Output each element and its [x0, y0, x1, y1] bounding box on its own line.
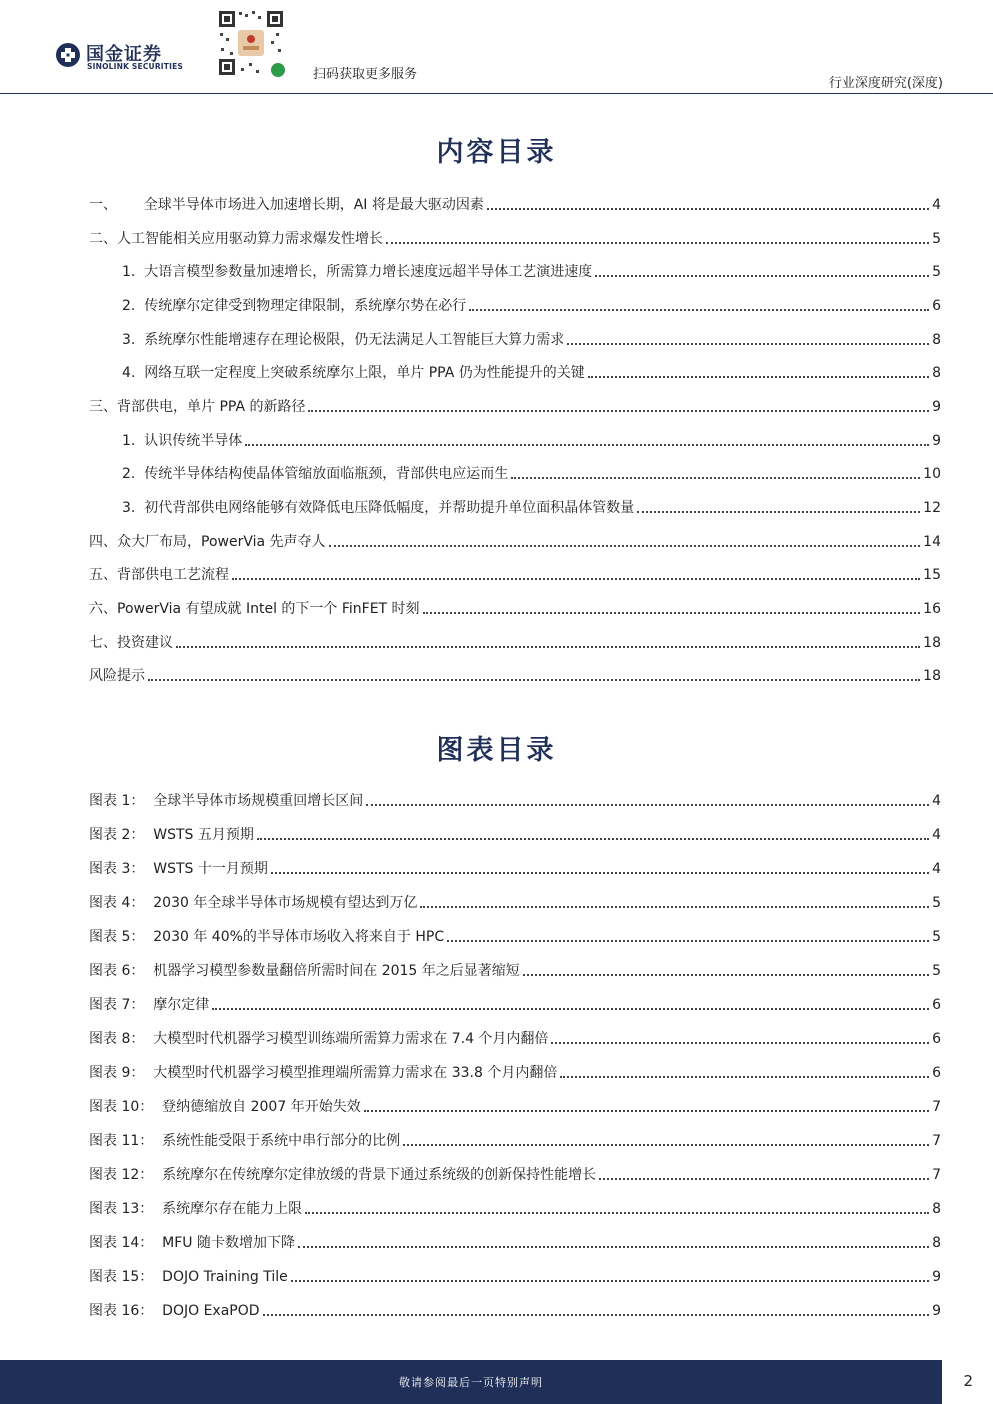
leader-dots	[291, 1280, 929, 1282]
toc-item[interactable]: 3. 系统摩尔性能增速存在理论极限，仍无法满足人工智能巨大算力需求 8	[122, 329, 941, 351]
toc-item[interactable]	[89, 665, 941, 687]
toc-item-title: 投资建议	[117, 635, 173, 651]
figure-item-page: 4	[932, 793, 941, 809]
toc-item-title: 众大厂布局，PowerVia 先声夺人	[117, 534, 326, 550]
toc-item-title: 网络互联一定程度上突破系统摩尔上限，单片 PPA 仍为性能提升的关键	[144, 365, 585, 381]
figures-title: 图表目录	[436, 735, 557, 766]
figure-item[interactable]: 图表 15： DOJO Training Tile 9	[89, 1266, 941, 1288]
figure-item[interactable]: 图表 3： WSTS 十一月预期 4	[89, 858, 941, 880]
leader-dots	[637, 511, 920, 513]
toc-item-page: 18	[923, 635, 941, 651]
toc-item-title: 大语言模型参数量加速增长，所需算力增长速度远超半导体工艺演进速度	[144, 264, 593, 280]
leader-dots	[403, 1144, 929, 1146]
leader-dots	[560, 1076, 929, 1078]
toc-item[interactable]: 一、 全球半导体市场进入加速增长期，AI 将是最大驱动因素 4	[89, 194, 941, 216]
leader-dots	[148, 679, 920, 681]
toc-item-page: 8	[932, 332, 941, 348]
leader-dots	[298, 1246, 929, 1248]
figure-item-title: 系统摩尔在传统摩尔定律放缓的背景下通过系统级的创新保持性能增长	[162, 1167, 597, 1183]
toc-item-title: 全球半导体市场进入加速增长期，AI 将是最大驱动因素	[143, 197, 484, 213]
toc-item-title: 初代背部供电网络能够有效降低电压降低幅度，并帮助提升单位面积晶体管数量	[144, 500, 635, 516]
toc-item-page: 12	[923, 500, 941, 516]
scan-for-service-text: 扫码获取更多服务	[313, 67, 418, 82]
qr-code-icon[interactable]	[216, 8, 286, 78]
toc-item-title: 传统摩尔定律受到物理定律限制，系统摩尔势在必行	[144, 298, 467, 314]
figure-item-page: 6	[932, 997, 941, 1013]
leader-dots	[257, 838, 929, 840]
leader-dots	[212, 1008, 929, 1010]
figure-item[interactable]: 图表 9： 大模型时代机器学习模型推理端所需算力需求在 33.8 个月内翻倍 6	[89, 1062, 941, 1084]
toc-item-title: 认识传统半导体	[144, 433, 243, 449]
leader-dots	[364, 1110, 929, 1112]
leader-dots	[329, 545, 921, 547]
sinolink-logo-icon	[55, 42, 81, 68]
leader-dots	[469, 309, 929, 311]
leader-dots	[366, 804, 929, 806]
company-name-en: SINOLINK SECURITIES	[87, 62, 184, 71]
leader-dots	[245, 444, 929, 446]
toc-item-title: 风险提示	[89, 668, 145, 684]
toc-item-page: 14	[923, 534, 941, 550]
figure-item-title: 系统性能受限于系统中串行部分的比例	[162, 1133, 401, 1149]
leader-dots	[447, 940, 929, 942]
toc-item-page: 4	[932, 197, 941, 213]
page-number: 2	[963, 1372, 973, 1390]
figure-item-page: 8	[932, 1201, 941, 1217]
leader-dots	[599, 1178, 929, 1180]
report-type-label: 行业深度研究(深度)	[828, 76, 943, 91]
figure-item[interactable]: 图表 16： DOJO ExaPOD 9	[89, 1300, 941, 1322]
toc-item-page: 9	[932, 399, 941, 415]
figure-item-page: 5	[932, 929, 941, 945]
figure-item-title: 系统摩尔存在能力上限	[162, 1201, 303, 1217]
figure-item[interactable]: 图表 5： 2030 年 40%的半导体市场收入将来自于 HPC 5	[89, 926, 941, 948]
figure-item[interactable]: 图表 1： 全球半导体市场规模重回增长区间 4	[89, 790, 941, 812]
figure-item-page: 7	[932, 1099, 941, 1115]
toc-item-page: 16	[923, 601, 941, 617]
toc-item[interactable]: 4. 网络互联一定程度上突破系统摩尔上限，单片 PPA 仍为性能提升的关键 8	[122, 362, 941, 384]
figure-item-title: 全球半导体市场规模重回增长区间	[153, 793, 364, 809]
contents-title: 内容目录	[436, 137, 557, 168]
toc-item-title: 系统摩尔性能增速存在理论极限，仍无法满足人工智能巨大算力需求	[144, 332, 565, 348]
toc-item-page: 9	[932, 433, 941, 449]
figure-item-page: 9	[932, 1303, 941, 1319]
leader-dots	[595, 275, 929, 277]
figure-item-title: DOJO ExaPOD	[162, 1303, 260, 1319]
toc-item[interactable]: 四、 众大厂布局，PowerVia 先声夺人 14	[89, 531, 941, 553]
leader-dots	[511, 477, 920, 479]
toc-item-page: 8	[932, 365, 941, 381]
leader-dots	[176, 646, 920, 648]
figure-item-page: 4	[932, 861, 941, 877]
toc-item-title: 人工智能相关应用驱动算力需求爆发性增长	[117, 231, 383, 247]
leader-dots	[386, 242, 929, 244]
toc-item-page: 18	[923, 668, 941, 684]
figure-item[interactable]: 图表 10： 登纳德缩放自 2007 年开始失效 7	[89, 1096, 941, 1118]
figure-item-title: 登纳德缩放自 2007 年开始失效	[162, 1099, 361, 1115]
leader-dots	[305, 1212, 929, 1214]
figure-item-page: 5	[932, 895, 941, 911]
figure-item-page: 9	[932, 1269, 941, 1285]
toc-item[interactable]: 3. 初代背部供电网络能够有效降低电压降低幅度，并帮助提升单位面积晶体管数量 12	[122, 497, 941, 519]
leader-dots	[523, 974, 929, 976]
figure-item[interactable]: 图表 7： 摩尔定律 6	[89, 994, 941, 1016]
disclaimer-notice: 敬请参阅最后一页特别声明	[399, 1376, 543, 1389]
toc-item[interactable]: 2. 传统摩尔定律受到物理定律限制，系统摩尔势在必行 6	[122, 295, 941, 317]
toc-item[interactable]: 六、 PowerVia 有望成就 Intel 的下一个 FinFET 时刻 16	[89, 598, 941, 620]
toc-item-title: 背部供电工艺流程	[117, 567, 229, 583]
figure-item[interactable]: 图表 13： 系统摩尔存在能力上限 8	[89, 1198, 941, 1220]
toc-item[interactable]: 三、 背部供电，单片 PPA 的新路径 9	[89, 396, 941, 418]
toc-item[interactable]: 1. 认识传统半导体 9	[122, 430, 941, 452]
leader-dots	[420, 906, 929, 908]
leader-dots	[271, 872, 929, 874]
figure-item-title: WSTS 五月预期	[153, 827, 254, 843]
toc-item-page: 5	[932, 264, 941, 280]
page-header	[0, 0, 993, 96]
leader-dots	[232, 578, 920, 580]
toc-item-page: 6	[932, 298, 941, 314]
figure-item[interactable]: 图表 2： WSTS 五月预期 4	[89, 824, 941, 846]
figure-item-title: 大模型时代机器学习模型训练端所需算力需求在 7.4 个月内翻倍	[153, 1031, 549, 1047]
figure-item-page: 4	[932, 827, 941, 843]
figure-item-title: DOJO Training Tile	[162, 1269, 288, 1285]
figure-item-title: 摩尔定律	[153, 997, 210, 1013]
figure-item-title: WSTS 十一月预期	[153, 861, 268, 877]
figure-item-page: 6	[932, 1065, 941, 1081]
figure-item-page: 8	[932, 1235, 941, 1251]
toc-item-page: 5	[932, 231, 941, 247]
figure-item[interactable]: 图表 6： 机器学习模型参数量翻倍所需时间在 2015 年之后显著缩短 5	[89, 960, 941, 982]
leader-dots	[308, 410, 929, 412]
toc-item-page: 15	[923, 567, 941, 583]
leader-dots	[423, 612, 921, 614]
figure-item-title: 2030 年全球半导体市场规模有望达到万亿	[153, 895, 418, 911]
leader-dots	[551, 1042, 929, 1044]
figure-item[interactable]: 图表 12： 系统摩尔在传统摩尔定律放缓的背景下通过系统级的创新保持性能增长 7	[89, 1164, 941, 1186]
figure-item[interactable]: 图表 14： MFU 随卡数增加下降 8	[89, 1232, 941, 1254]
company-name-cn: 国金证券	[86, 44, 162, 65]
figure-item[interactable]: 图表 8： 大模型时代机器学习模型训练端所需算力需求在 7.4 个月内翻倍 6	[89, 1028, 941, 1050]
figure-item-page: 5	[932, 963, 941, 979]
leader-dots	[487, 208, 929, 210]
header-divider	[0, 93, 993, 94]
toc-item-title: 背部供电，单片 PPA 的新路径	[117, 399, 306, 415]
figure-item-title: 机器学习模型参数量翻倍所需时间在 2015 年之后显著缩短	[153, 963, 520, 979]
toc-item[interactable]: 七、 投资建议 18	[89, 632, 941, 654]
figure-item[interactable]: 图表 4： 2030 年全球半导体市场规模有望达到万亿 5	[89, 892, 941, 914]
figure-item-page: 7	[932, 1167, 941, 1183]
figure-item[interactable]: 图表 11： 系统性能受限于系统中串行部分的比例 7	[89, 1130, 941, 1152]
toc-item[interactable]: 2. 传统半导体结构使晶体管缩放面临瓶颈，背部供电应运而生 10	[122, 463, 941, 485]
leader-dots	[567, 343, 929, 345]
toc-item-page: 10	[923, 466, 941, 482]
toc-item[interactable]: 1. 大语言模型参数量加速增长，所需算力增长速度远超半导体工艺演进速度 5	[122, 261, 941, 283]
leader-dots	[263, 1314, 930, 1316]
figure-item-title: 大模型时代机器学习模型推理端所需算力需求在 33.8 个月内翻倍	[153, 1065, 558, 1081]
toc-item-title: PowerVia 有望成就 Intel 的下一个 FinFET 时刻	[117, 601, 420, 617]
toc-item[interactable]: 五、 背部供电工艺流程 15	[89, 564, 941, 586]
figure-item-title: MFU 随卡数增加下降	[162, 1235, 296, 1251]
toc-item-title: 传统半导体结构使晶体管缩放面临瓶颈，背部供电应运而生	[144, 466, 509, 482]
leader-dots	[588, 376, 929, 378]
figure-item-title: 2030 年 40%的半导体市场收入将来自于 HPC	[153, 929, 445, 945]
figure-item-page: 7	[932, 1133, 941, 1149]
toc-item[interactable]: 二、 人工智能相关应用驱动算力需求爆发性增长 5	[89, 228, 941, 250]
figure-item-page: 6	[932, 1031, 941, 1047]
